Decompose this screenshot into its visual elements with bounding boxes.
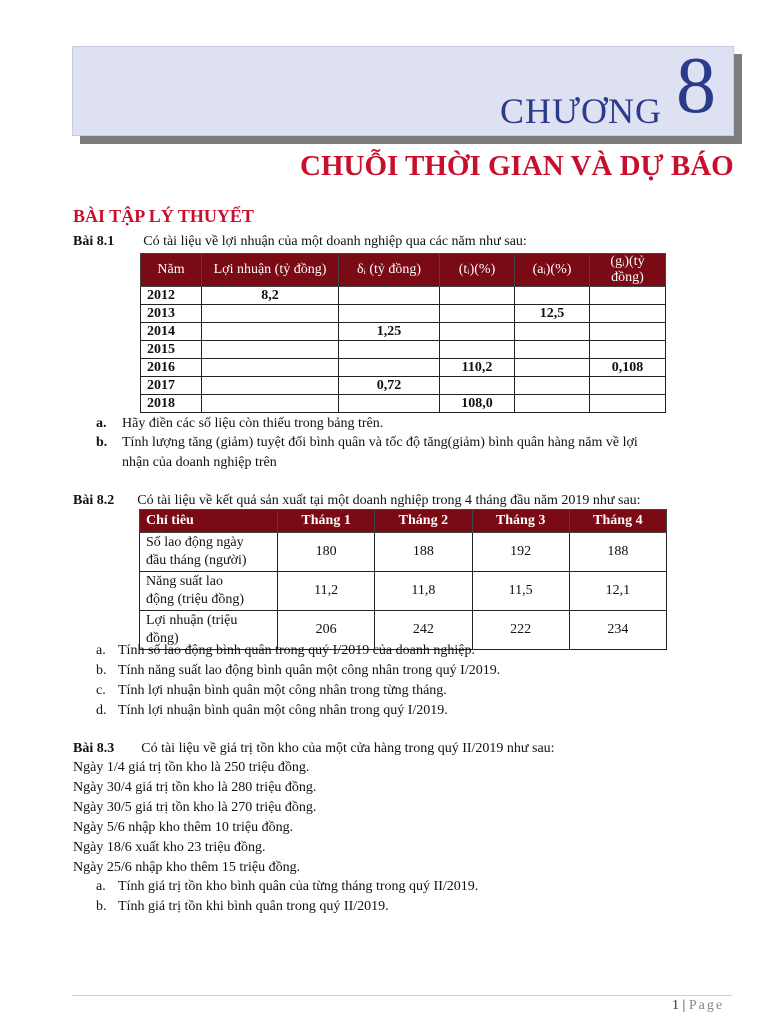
table-cell [515, 377, 590, 395]
table-row [141, 359, 666, 377]
table-header: Tháng 1 [278, 510, 375, 533]
profit-table [140, 253, 666, 413]
table-cell [515, 323, 590, 341]
table-cell [590, 305, 666, 323]
exercise-label: Bài 8.2 [73, 493, 115, 508]
table-cell [515, 341, 590, 359]
table-cell [590, 341, 666, 359]
item-text: Tính số lao động bình quân trong quý I/2019 của doanh nghiệp. [118, 643, 475, 658]
table-cell: 242 [375, 611, 472, 650]
table-cell [202, 305, 339, 323]
table-header: Tháng 4 [569, 510, 666, 533]
table-header: Lợi nhuận (tỷ đồng) [202, 254, 339, 287]
table-row [140, 533, 667, 572]
table-cell: 2013 [141, 305, 202, 323]
table-row [141, 377, 666, 395]
list-item [96, 701, 448, 720]
table-body [140, 533, 667, 650]
table-row [141, 395, 666, 413]
table-cell [202, 377, 339, 395]
table-cell [440, 287, 515, 305]
item-mark: c. [96, 683, 106, 698]
item-text: Tính năng suất lao động bình quân một công nhân trong quý I/2019. [118, 663, 501, 678]
row-label-line: Năng suất lao [146, 574, 223, 589]
item-text: Hãy điền các số liệu còn thiếu trong bảng trên. [122, 416, 384, 431]
table-cell: 192 [472, 533, 569, 572]
table-cell: 11,2 [278, 572, 375, 611]
table-cell [202, 341, 339, 359]
table-cell [440, 305, 515, 323]
table-cell [339, 305, 440, 323]
table-cell [339, 287, 440, 305]
table-cell: 8,2 [202, 287, 339, 305]
table-cell: 188 [569, 533, 666, 572]
page-word: Page [688, 998, 725, 1013]
table-cell: 206 [278, 611, 375, 650]
production-table [139, 509, 667, 650]
table-cell [590, 395, 666, 413]
item-mark: b. [96, 663, 107, 678]
table-row [140, 572, 667, 611]
table-cell: 11,5 [472, 572, 569, 611]
table-cell: 2015 [141, 341, 202, 359]
list-item-continued: nhận của doanh nghiệp trên [122, 455, 277, 470]
table-cell: 234 [569, 611, 666, 650]
table-body [141, 287, 666, 413]
table-cell: 2017 [141, 377, 202, 395]
item-mark: a. [96, 643, 106, 658]
exercise-text: Có tài liệu về lợi nhuận của một doanh nghiệp qua các năm như sau: [143, 234, 527, 249]
table-cell [440, 341, 515, 359]
table-row [141, 323, 666, 341]
list-item [96, 414, 384, 433]
item-mark: a. [96, 416, 107, 431]
list-item [96, 877, 479, 896]
text-line: Ngày 5/6 nhập kho thêm 10 triệu đồng. [73, 820, 294, 835]
table-cell [440, 323, 515, 341]
table-cell [515, 395, 590, 413]
table-cell [515, 287, 590, 305]
page-footer [672, 998, 724, 1014]
table-cell [590, 377, 666, 395]
text-line: Ngày 18/6 xuất kho 23 triệu đồng. [73, 840, 266, 855]
table-cell: 108,0 [440, 395, 515, 413]
table-cell [339, 341, 440, 359]
list-item [96, 433, 638, 452]
table-cell: 0,72 [339, 377, 440, 395]
exercise-label: Bài 8.3 [73, 741, 115, 756]
list-item [96, 681, 447, 700]
item-mark: b. [96, 899, 107, 914]
text-line: Ngày 30/5 giá trị tồn kho là 270 triệu đồng. [73, 800, 317, 815]
exercise-text: Có tài liệu về kết quả sản xuất tại một doanh nghiệp trong 4 tháng đầu năm 2019 như sau: [137, 493, 641, 508]
exercise-8-3-intro [73, 739, 555, 758]
exercise-8-2-intro [73, 491, 641, 510]
table-header: (aᵢ)(%) [515, 254, 590, 287]
table-header: Năm [141, 254, 202, 287]
item-text: Tính giá trị tồn khi bình quân trong quý II/2019. [118, 899, 389, 914]
table-cell [202, 359, 339, 377]
row-label-line: động (triệu đồng) [146, 592, 244, 607]
table-cell: 0,108 [590, 359, 666, 377]
chapter-word: CHƯƠNG [500, 91, 662, 131]
row-label-line: Số lao động ngày [146, 535, 244, 550]
exercise-8-1-intro [73, 232, 527, 251]
table-cell: 2014 [141, 323, 202, 341]
table-cell: 222 [472, 611, 569, 650]
table-cell [590, 323, 666, 341]
footer-divider [72, 995, 732, 996]
table-header: Chỉ tiêu [140, 510, 278, 533]
row-label [140, 572, 278, 611]
table-cell [339, 395, 440, 413]
footer-separator: | [682, 998, 686, 1013]
text-line: Ngày 1/4 giá trị tồn kho là 250 triệu đồng. [73, 760, 310, 775]
item-text: Tính lợi nhuận bình quân một công nhân trong từng tháng. [118, 683, 447, 698]
table-row [141, 287, 666, 305]
exercise-text: Có tài liệu về giá trị tồn kho của một cửa hàng trong quý II/2019 như sau: [141, 741, 555, 756]
table-row [141, 341, 666, 359]
item-mark: b. [96, 435, 108, 450]
table-header: (gᵢ)(tỷ đồng) [590, 254, 666, 287]
table-header: Tháng 3 [472, 510, 569, 533]
item-text: Tính lượng tăng (giảm) tuyệt đối bình quân và tốc độ tăng(giảm) bình quân hàng năm về lợi [122, 435, 638, 450]
table-header: δᵢ (tỷ đồng) [339, 254, 440, 287]
table-cell [440, 377, 515, 395]
chapter-title: CHUỖI THỜI GIAN VÀ DỰ BÁO [300, 150, 734, 182]
row-label [140, 533, 278, 572]
table-cell: 2012 [141, 287, 202, 305]
table-cell: 188 [375, 533, 472, 572]
row-label-line: Lợi nhuận (triệu [146, 613, 238, 628]
row-label-line: đồng) [146, 631, 179, 646]
table-cell: 110,2 [440, 359, 515, 377]
table-header: Tháng 2 [375, 510, 472, 533]
item-text: Tính giá trị tồn kho bình quân của từng tháng trong quý II/2019. [118, 879, 479, 894]
table-cell: 12,5 [515, 305, 590, 323]
text-line: Ngày 25/6 nhập kho thêm 15 triệu đồng. [73, 860, 301, 875]
text-line: Ngày 30/4 giá trị tồn kho là 280 triệu đồng. [73, 780, 317, 795]
table-cell [590, 287, 666, 305]
list-item [96, 897, 389, 916]
table-cell [202, 323, 339, 341]
item-text: Tính lợi nhuận bình quân một công nhân trong quý I/2019. [118, 703, 448, 718]
table-cell: 12,1 [569, 572, 666, 611]
exercise-label: Bài 8.1 [73, 234, 115, 249]
table-cell: 1,25 [339, 323, 440, 341]
table-cell [515, 359, 590, 377]
list-item [96, 641, 475, 660]
page-number: 1 [672, 998, 679, 1013]
section-title: BÀI TẬP LÝ THUYẾT [73, 206, 254, 226]
table-cell: 2018 [141, 395, 202, 413]
table-cell [339, 359, 440, 377]
item-mark: a. [96, 879, 106, 894]
table-header: (tᵢ)(%) [440, 254, 515, 287]
table-cell [202, 395, 339, 413]
row-label-line: đầu tháng (người) [146, 553, 247, 568]
chapter-number: 8 [676, 42, 716, 130]
list-item [96, 661, 501, 680]
table-cell: 2016 [141, 359, 202, 377]
table-cell: 180 [278, 533, 375, 572]
item-mark: d. [96, 703, 107, 718]
table-row [141, 305, 666, 323]
table-cell: 11,8 [375, 572, 472, 611]
